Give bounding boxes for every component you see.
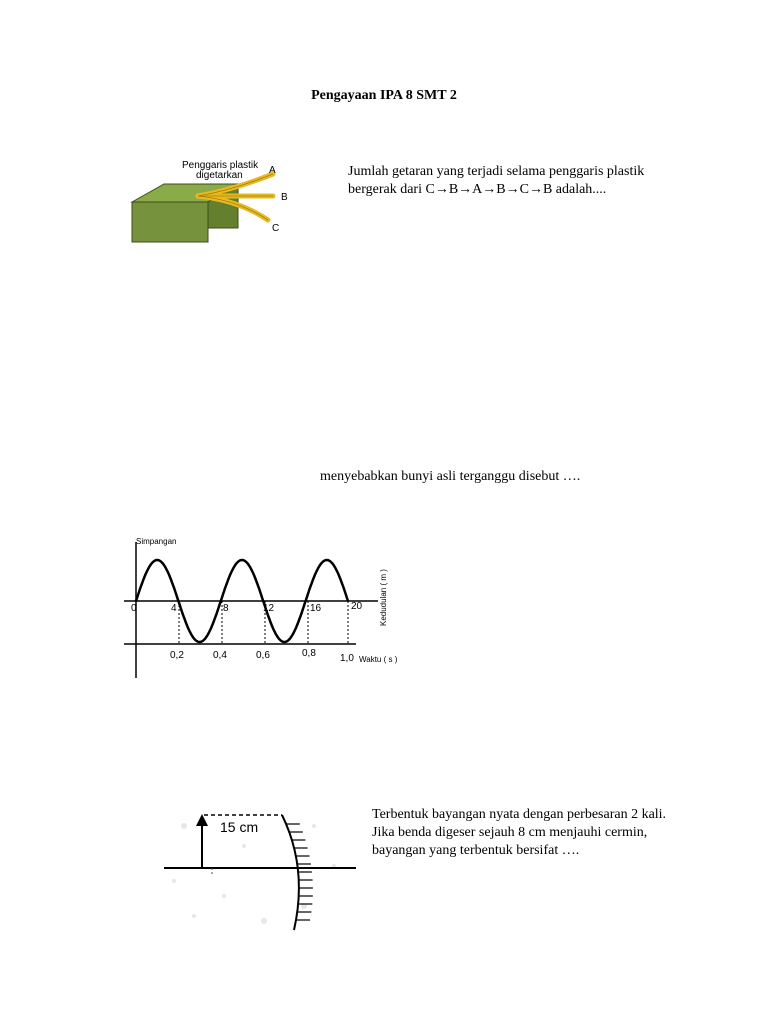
tick-bottom-1-0: 1,0 (340, 653, 354, 664)
tick-top-0: 0 (131, 603, 137, 614)
ruler-caption-line2: digetarkan (196, 170, 243, 181)
page-title: Pengayaan IPA 8 SMT 2 (311, 88, 457, 103)
height-label: 15 cm (220, 819, 259, 835)
label-b: B (281, 192, 288, 203)
tick-bottom-0-8: 0,8 (302, 648, 316, 659)
tick-top-8: 8 (223, 603, 229, 614)
tick-top-16: 16 (310, 603, 322, 614)
tick-top-4: 4 (171, 603, 177, 614)
label-c: C (272, 223, 280, 234)
question-2-text: menyebabkan bunyi asli terganggu disebut …. (320, 469, 581, 484)
tick-top-20: 20 (351, 601, 363, 612)
block-front-face (132, 202, 208, 242)
tick-bottom-0-6: 0,6 (256, 650, 270, 661)
vibrating-ruler-figure (128, 156, 298, 248)
y-axis-label: Simpangan (136, 537, 177, 546)
tick-bottom-0-2: 0,2 (170, 650, 184, 661)
mirror-figure (164, 806, 360, 936)
right-axis-label: Kedudulan ( m ) (379, 569, 388, 626)
question-1-text: Jumlah getaran yang terjadi selama penggaris plastik bergerak dari C→B→A→B→C→B adalah.... (348, 164, 645, 197)
tick-top-12: 12 (263, 603, 275, 614)
ruler-caption-line1: Penggaris plastik (182, 160, 259, 171)
label-a: A (269, 165, 276, 176)
x-axis-label: Waktu ( s ) (359, 655, 398, 664)
displacement-graph (118, 532, 418, 678)
tick-bottom-0-4: 0,4 (213, 650, 227, 661)
question-4-text: Terbentuk bayangan nyata dengan perbesaran 2 kali. Jika benda digeser sejauh 8 cm menjauhi cermin, bayangan yang terbentuk bersifat …. (372, 807, 667, 858)
